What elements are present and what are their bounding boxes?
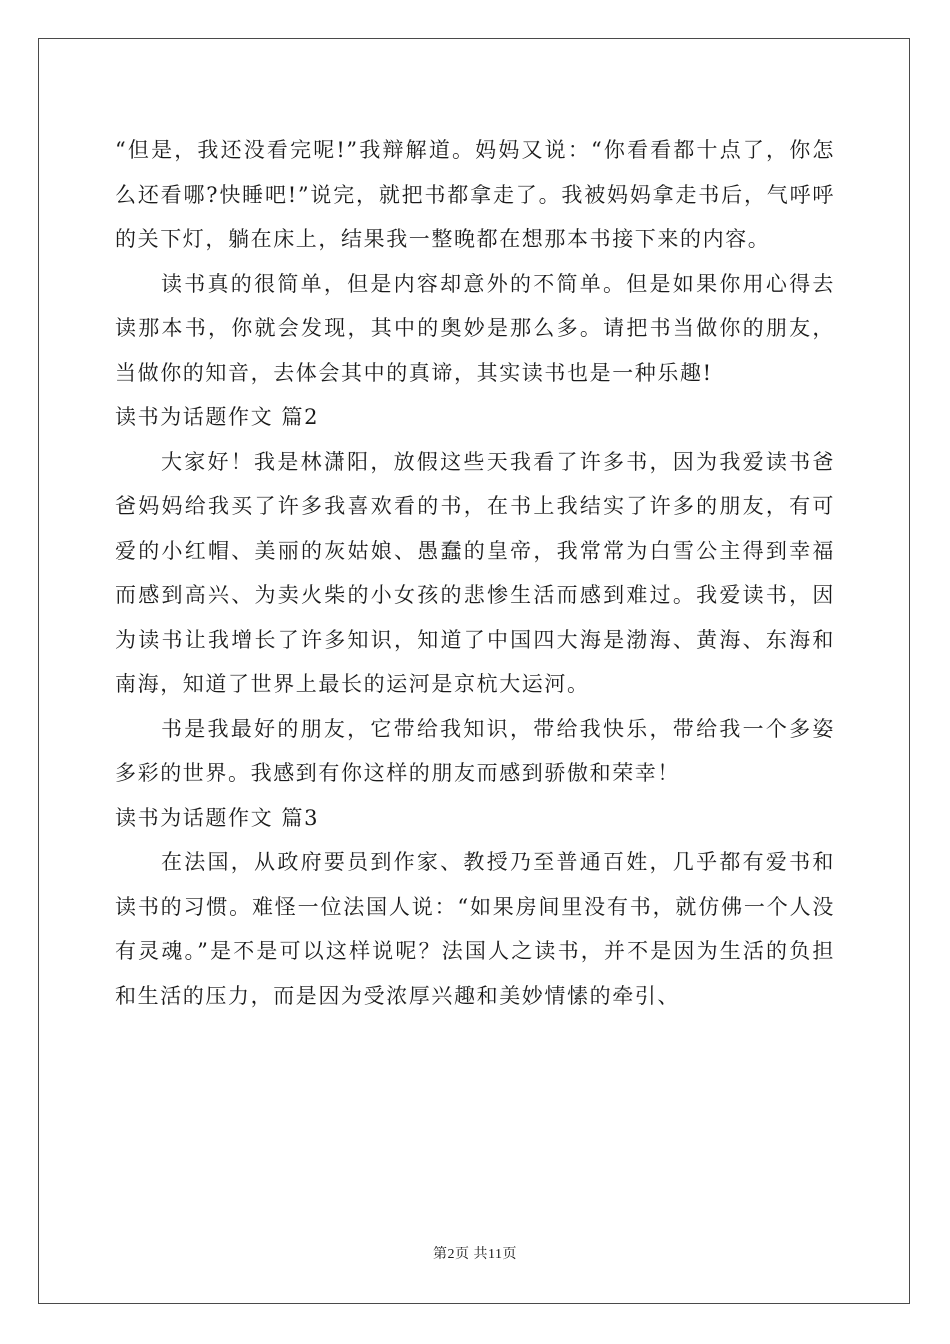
paragraph-continuation: “但是，我还没看完呢!”我辩解道。妈妈又说：“你看看都十点了，你怎么还看哪?快睡吧!”说完，就把书都拿走了。我被妈妈拿走书后，气呼呼的关下灯，躺在床上，结果我一整晚都在想那本书接下来的内容。 [115,138,835,251]
paragraph-introduction: 大家好！我是林潇阳，放假这些天我看了许多书，因为我爱读书爸爸妈妈给我买了许多我喜欢看的书，在书上我结实了许多的朋友，有可爱的小红帽、美丽的灰姑娘、愚蠢的皇帝，我常常为白雪公主得到幸福而感到高兴、为卖火柴的小女孩的悲惨生活而感到难过。我爱读书，因为读书让我增长了许多知识，知道了中国四大海是渤海、黄海、东海和南海，知道了世界上最长的运河是京杭大运河。 [115,449,835,696]
paragraph-reading-simple: 读书真的很简单，但是内容却意外的不简单。但是如果你用心得去读那本书，你就会发现，其中的奥妙是那么多。请把书当做你的朋友，当做你的知音，去体会其中的真谛，其实读书也是一种乐趣! [115,271,835,385]
paragraph-france: 在法国，从政府要员到作家、教授乃至普通百姓，几乎都有爱书和读书的习惯。难怪一位法国人说：“如果房间里没有书，就仿佛一个人没有灵魂。”是不是可以这样说呢？法国人之读书，并不是因为生活的负担和生活的压力，而是因为受浓厚兴趣和美妙情愫的牵引、 [115,850,835,1008]
paragraph-best-friend: 书是我最好的朋友，它带给我知识，带给我快乐，带给我一个多姿多彩的世界。我感到有你这样的朋友而感到骄傲和荣幸！ [115,716,835,785]
section-heading-2: 读书为话题作文 篇2 [115,405,320,429]
section-heading-3: 读书为话题作文 篇3 [115,805,320,830]
document-body [115,128,835,1018]
page-number-footer: 第2页 共11页 [433,1247,517,1262]
